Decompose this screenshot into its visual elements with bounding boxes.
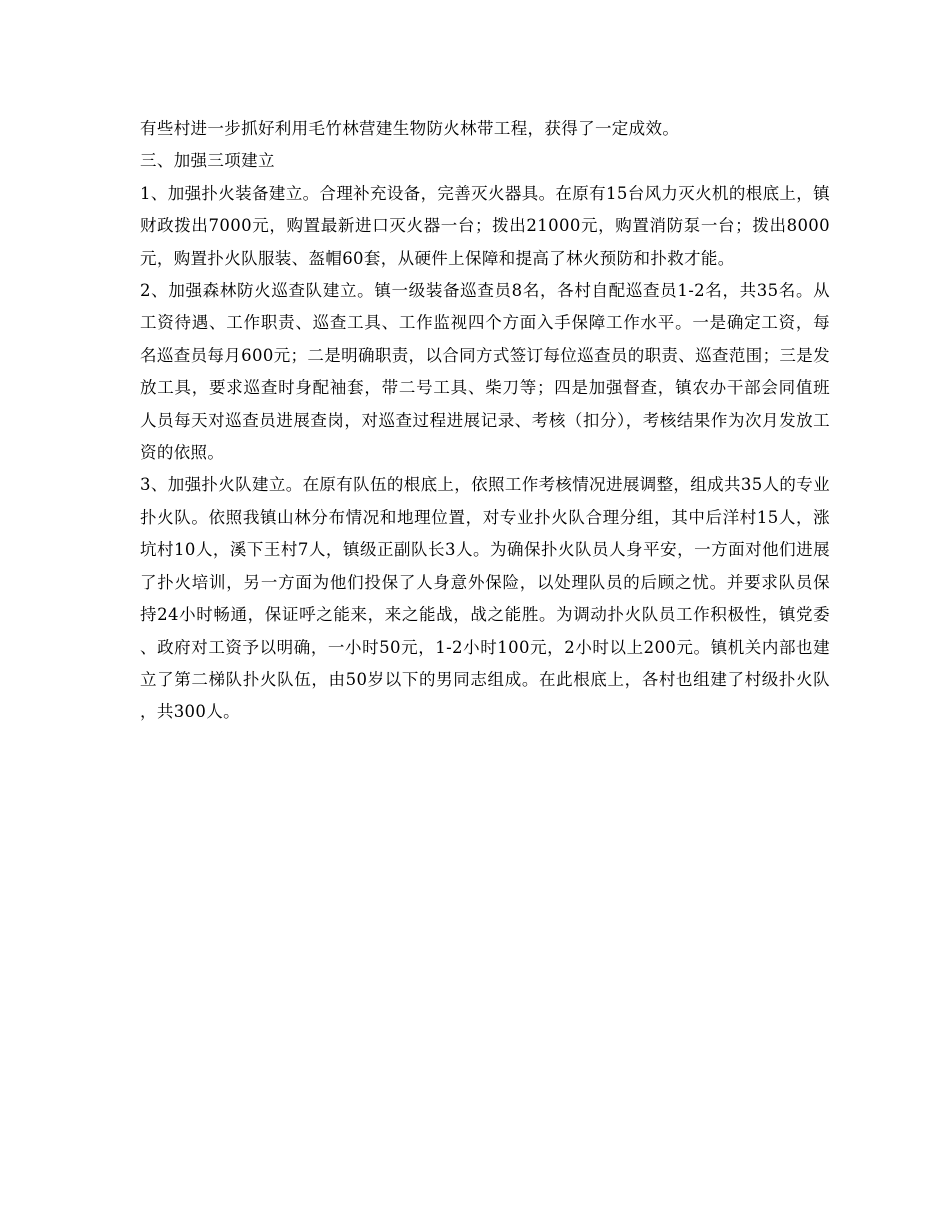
paragraph-bamboo-firebreak: 有些村进一步抓好利用毛竹林营建生物防火林带工程，获得了一定成效。 (140, 119, 680, 138)
paragraph-firefighting-team: 3、加强扑火队建立。在原有队伍的根底上，依照工作考核情况进展调整，组成共35人的专业扑火队。依照我镇山林分布情况和地理位置，对专业扑火队合理分组，其中后洋村15人，涨坑村10人，溪下王村7人，镇级正副队长3人。为确保扑火队员人身平安，一方面对他们进展了扑火培训，另一方面为他们投保了人身意外保险，以处理队员的后顾之忧。并要求队员保持24小时畅通，保证呼之能来，来之能战，战之能胜。为调动扑火队员工作积极性，镇党委、政府对工资予以明确，一小时50元，1-2小时100元，2小时以上200元。镇机关内部也建立了第二梯队扑火队伍，由50岁以下的男同志组成。在此根底上，各村也组建了村级扑火队，共300人。 (140, 475, 830, 722)
document-body (140, 113, 830, 729)
paragraph-patrol-team: 2、加强森林防火巡查队建立。镇一级装备巡查员8名，各村自配巡查员1-2名，共35名。从工资待遇、工作职责、巡查工具、工作监视四个方面入手保障工作水平。一是确定工资，每名巡查员每月600元；二是明确职责，以合同方式签订每位巡查员的职责、巡查范围；三是发放工具，要求巡查时身配袖套，带二号工具、柴刀等；四是加强督查，镇农办干部会同值班人员每天对巡查员进展查岗，对巡查过程进展记录、考核（扣分），考核结果作为次月发放工资的依照。 (140, 281, 830, 463)
section-heading-three-constructions: 三、加强三项建立 (140, 151, 275, 171)
paragraph-equipment: 1、加强扑火装备建立。合理补充设备，完善灭火器具。在原有15台风力灭火机的根底上，镇财政拨出7000元，购置最新进口灭火器一台；拨出21000元，购置消防泵一台；拨出8000元，购置扑火队服装、盔帽60套，从硬件上保障和提高了林火预防和扑救才能。 (140, 183, 830, 268)
